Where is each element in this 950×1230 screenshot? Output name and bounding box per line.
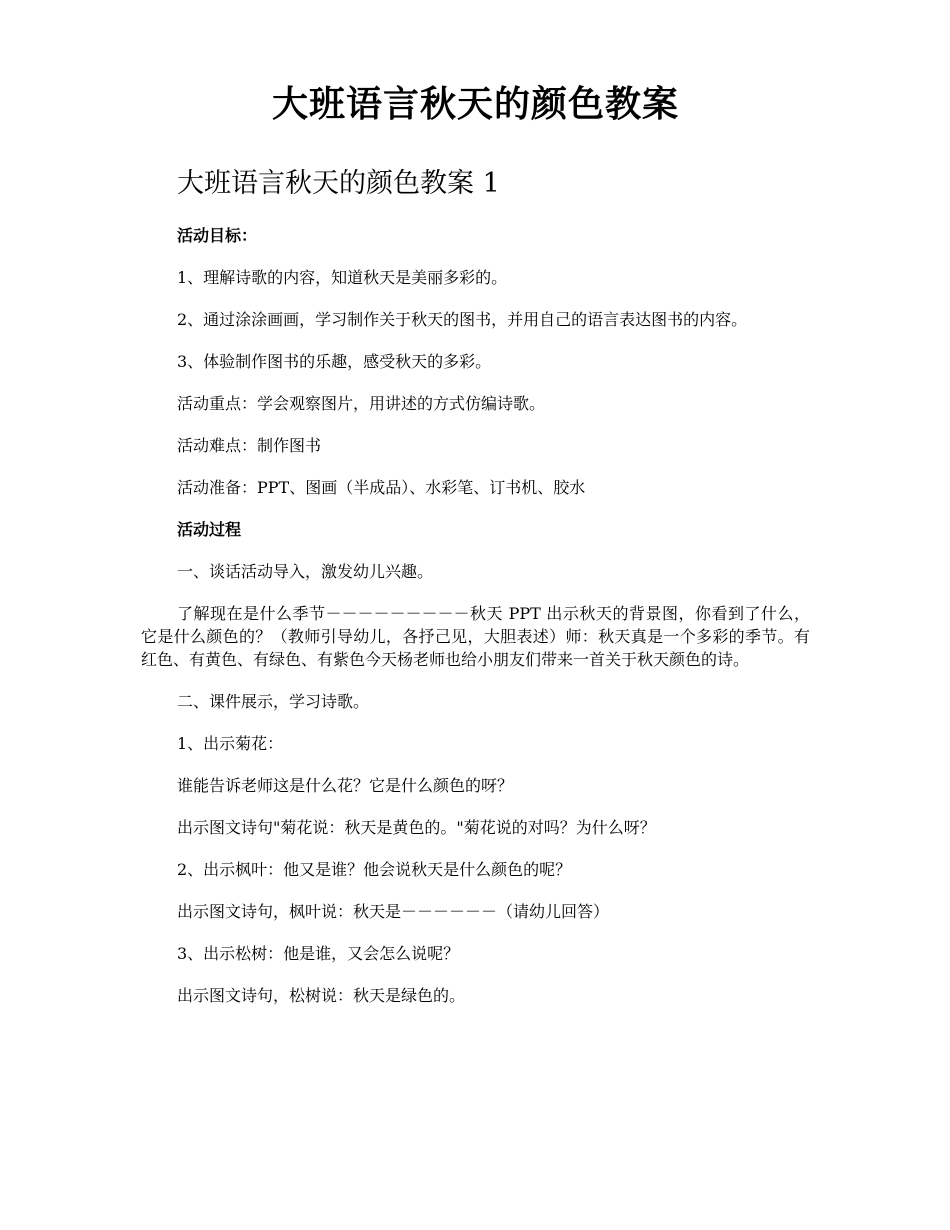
paragraph-chrysanthemum: 1、出示菊花： — [177, 734, 284, 753]
paragraph-maple-poem: 出示图文诗句，枫叶说：秋天是－－－－－－（请幼儿回答） — [177, 902, 610, 921]
paragraph-goal-1: 1、理解诗歌的内容，知道秋天是美丽多彩的。 — [177, 268, 508, 287]
paragraph-chrysanthemum-poem: 出示图文诗句"菊花说：秋天是黄色的。"菊花说的对吗？为什么呀？ — [177, 818, 656, 837]
paragraph-goal-2: 2、通过涂涂画画，学习制作关于秋天的图书，并用自己的语言表达图书的内容。 — [177, 310, 748, 329]
paragraph-maple: 2、出示枫叶：他又是谁？他会说秋天是什么颜色的呢？ — [177, 860, 572, 879]
section-heading: 大班语言秋天的颜色教案 1 — [177, 168, 500, 199]
paragraph-goal-3: 3、体验制作图书的乐趣，感受秋天的多彩。 — [177, 352, 492, 371]
document-title: 大班语言秋天的颜色教案 — [271, 83, 679, 125]
paragraph-step-1-detail: 了解现在是什么季节－－－－－－－－－秋天 PPT 出示秋天的背景图，你看到了什么，它是什么颜色的？（教师引导幼儿，各抒己见，大胆表述）师：秋天真是一个多彩的季节。有红色、有黄色、有绿色、有紫色今天杨老师也给小朋友们带来一首关于秋天颜色的诗。 — [141, 604, 810, 669]
paragraph-difficulty: 活动难点：制作图书 — [177, 436, 322, 455]
paragraph-step-1: 一、谈话活动导入，激发幼儿兴趣。 — [177, 562, 434, 581]
paragraph-pine-poem: 出示图文诗句，松树说：秋天是绿色的。 — [177, 986, 466, 1005]
paragraph-chrysanthemum-question: 谁能告诉老师这是什么花？它是什么颜色的呀？ — [177, 776, 514, 795]
paragraph-key-point: 活动重点：学会观察图片，用讲述的方式仿编诗歌。 — [177, 394, 546, 413]
paragraph-activity-goals-heading: 活动目标： — [177, 226, 258, 245]
paragraph-pine: 3、出示松树：他是谁，又会怎么说呢？ — [177, 944, 460, 963]
paragraph-preparation: 活动准备：PPT、图画（半成品）、水彩笔、订书机、胶水 — [177, 478, 586, 497]
paragraph-step-2: 二、课件展示，学习诗歌。 — [177, 692, 370, 711]
paragraph-process-heading: 活动过程 — [177, 520, 242, 539]
document-body — [141, 224, 810, 1007]
